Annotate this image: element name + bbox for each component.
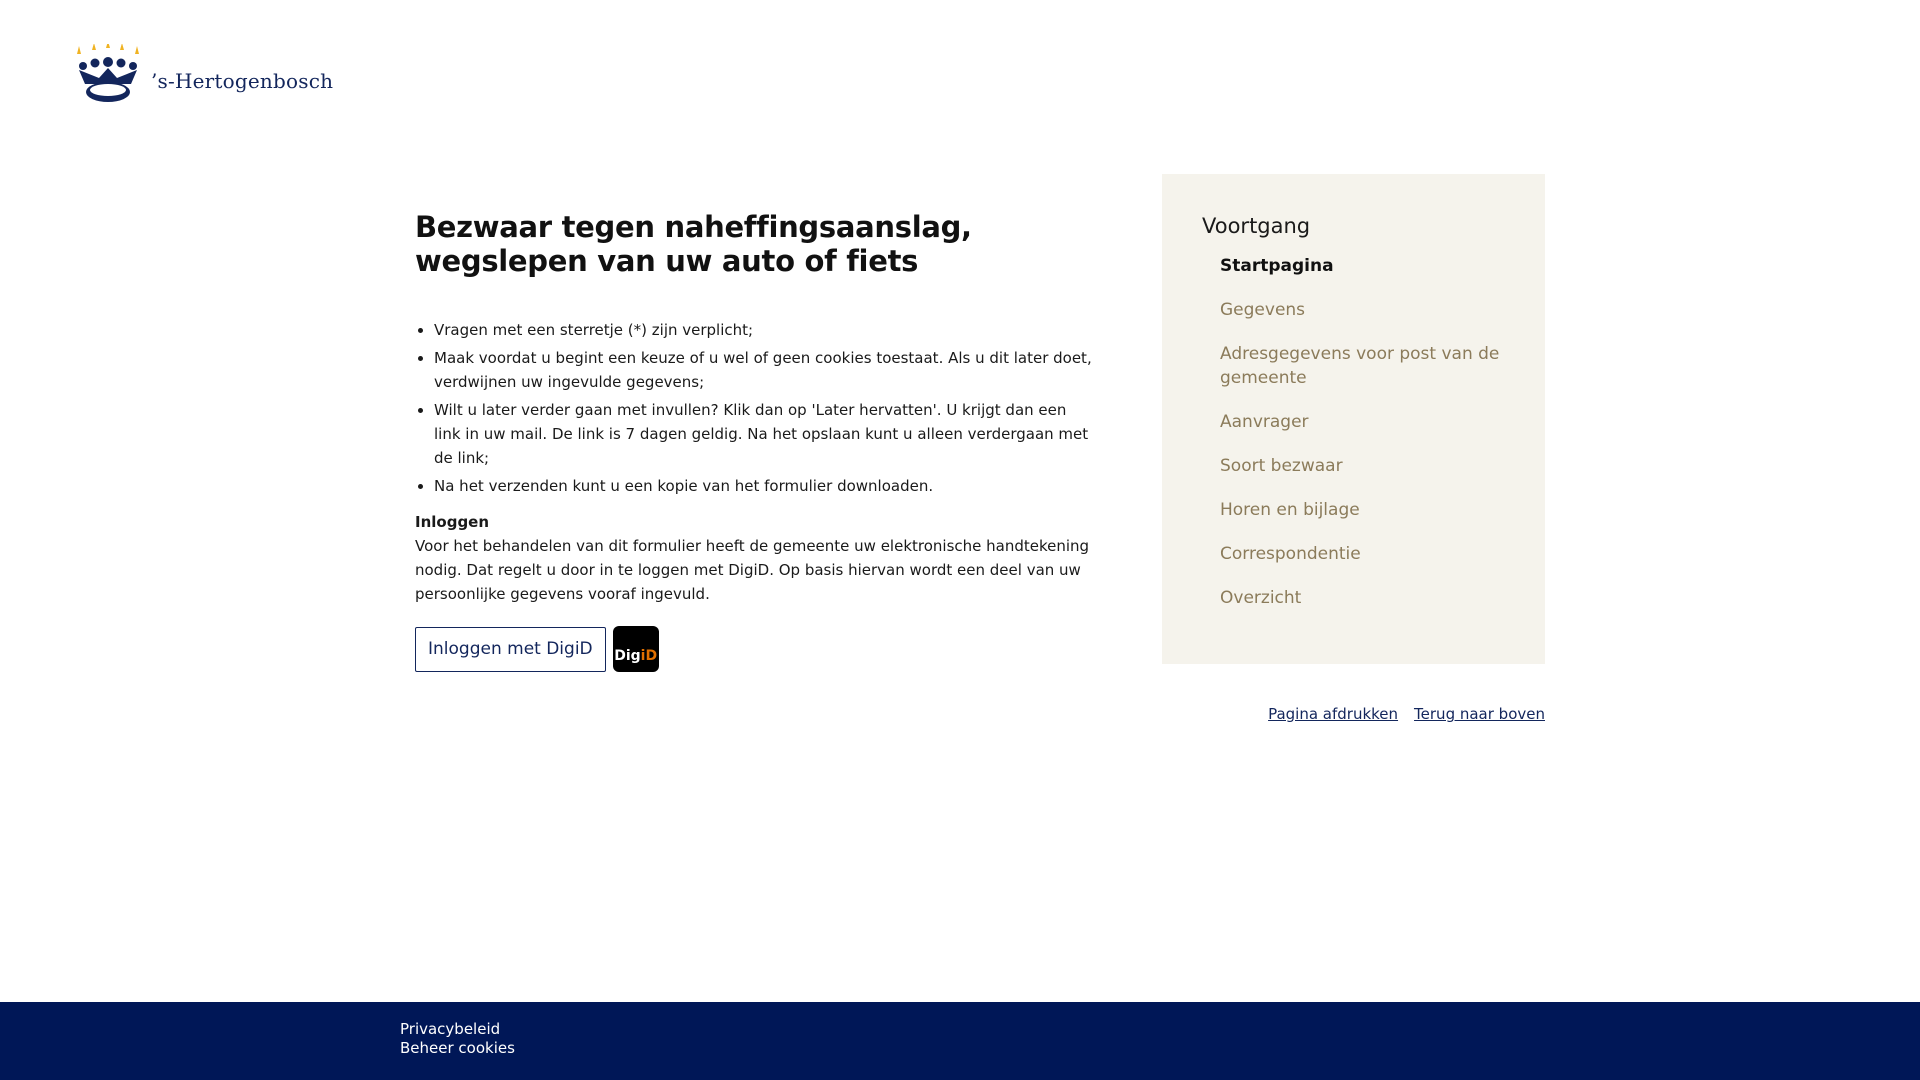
back-to-top-link[interactable]: Terug naar boven — [1414, 705, 1545, 723]
progress-step-soort-bezwaar: Soort bezwaar — [1220, 456, 1343, 476]
digid-login-button[interactable]: Inloggen met DigiD — [415, 627, 606, 672]
list-item: • Vragen met een sterretje (*) zijn verplicht; — [434, 318, 1095, 342]
progress-step-gegevens: Gegevens — [1220, 300, 1306, 320]
main-content — [415, 210, 1095, 672]
list-item: • Na het verzenden kunt u een kopie van het formulier downloaden. — [434, 474, 1095, 498]
progress-step-startpagina: Startpagina — [1220, 256, 1334, 276]
crown-icon — [69, 44, 147, 108]
progress-step-overzicht: Overzicht — [1220, 588, 1302, 608]
progress-step-horen-en-bijlage: Horen en bijlage — [1220, 500, 1360, 520]
progress-step-adresgegevens: Adresgegevens voor post van de gemeente — [1220, 344, 1500, 388]
page-title: Bezwaar tegen naheffingsaanslag, wegslepen van uw auto of fiets — [415, 210, 972, 278]
intro-list — [415, 318, 1095, 498]
login-heading: Inloggen — [415, 513, 490, 531]
digid-logo-icon — [613, 626, 659, 672]
footer — [0, 1002, 1920, 1080]
progress-steps — [1202, 254, 1505, 610]
logo-text: ’s-Hertogenbosch — [151, 69, 334, 93]
privacy-policy-link[interactable]: Privacybeleid — [400, 1020, 501, 1038]
municipality-logo[interactable] — [69, 44, 333, 108]
utility-links — [1268, 705, 1545, 723]
progress-panel — [1162, 174, 1545, 664]
digid-logo-part1: Dig — [614, 648, 641, 664]
progress-step-correspondentie: Correspondentie — [1220, 544, 1361, 564]
list-item: • Wilt u later verder gaan met invullen? Klik dan op 'Later hervatten'. U krijgt dan een link in uw mail. De link is 7 dagen geldig. Na het opslaan kunt u alleen verdergaan met de link; — [434, 398, 1095, 470]
login-text: Voor het behandelen van dit formulier heeft de gemeente uw elektronische handtekening nodig. Dat regelt u door in te loggen met DigiD. Op basis hiervan wordt een deel van uw persoonlijke gegevens vooraf ingevuld. — [415, 537, 1090, 603]
login-row — [415, 626, 1095, 672]
digid-logo-part2: iD — [640, 648, 658, 664]
list-item: • Maak voordat u begint een keuze of u wel of geen cookies toestaat. Als u dit later doet, verdwijnen uw ingevulde gegevens; — [434, 346, 1095, 394]
print-page-link[interactable]: Pagina afdrukken — [1268, 705, 1399, 723]
progress-title: Voortgang — [1202, 214, 1311, 238]
progress-step-aanvrager: Aanvrager — [1220, 412, 1309, 432]
manage-cookies-link[interactable]: Beheer cookies — [400, 1039, 515, 1057]
footer-links — [400, 1020, 515, 1058]
